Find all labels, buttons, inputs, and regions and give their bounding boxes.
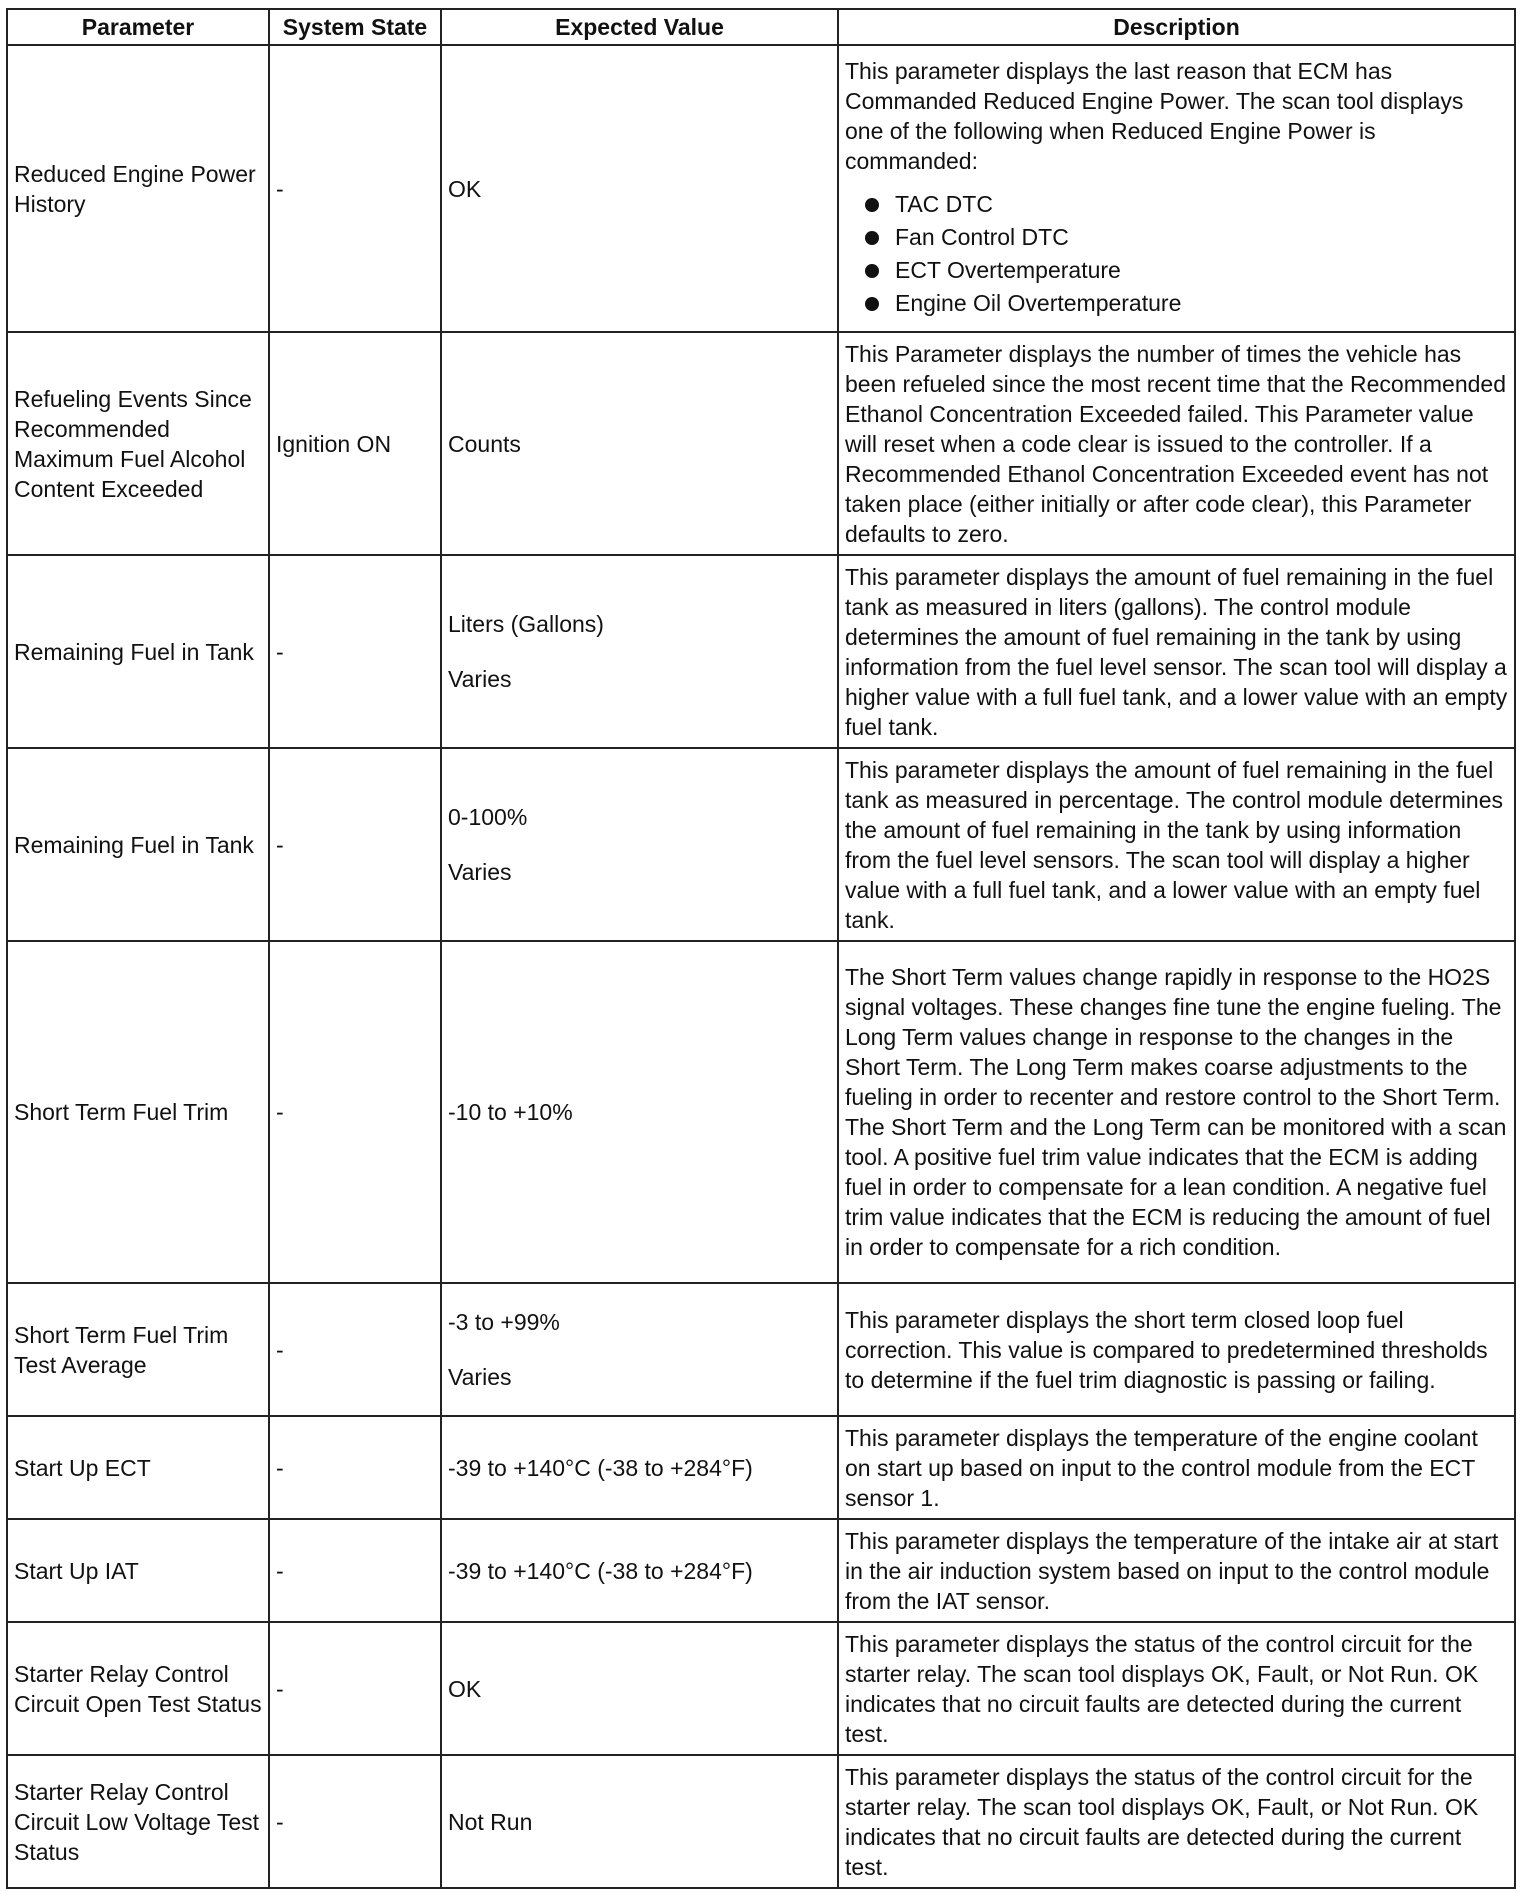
table-header-row	[7, 9, 1515, 45]
expected-value-cell	[441, 1519, 838, 1622]
expected-value: 0-100%	[448, 804, 528, 830]
list-item-text: TAC DTC	[895, 190, 993, 217]
table-row	[7, 1755, 1515, 1888]
description-cell	[838, 1519, 1515, 1622]
description-text: This parameter displays the temperature of the engine coolant on start up based on input to the control module from the ECT sensor 1.	[845, 1424, 1478, 1511]
table-row	[7, 45, 1515, 332]
expected-value-cell	[441, 1416, 838, 1519]
table-row	[7, 332, 1515, 555]
parameter-cell: Starter Relay Control Circuit Low Voltage Test Status	[7, 1755, 269, 1888]
list-item-text: ECT Overtemperature	[895, 256, 1121, 283]
table-row	[7, 1519, 1515, 1622]
system-state-cell: -	[269, 1519, 441, 1622]
description-text: This Parameter displays the number of times the vehicle has been refueled since the most recent time that the Recommended Ethanol Concentration Exceeded failed. This Parameter value will reset when a code clear is issued to the controller. If a Recommended Ethanol Concentration Exceeded event has not taken place (either initially or after code clear), this Parameter defaults to zero.	[845, 340, 1506, 547]
system-state-cell: -	[269, 1622, 441, 1755]
parameter-cell: Starter Relay Control Circuit Open Test Status	[7, 1622, 269, 1755]
expected-value: OK	[448, 175, 482, 202]
description-cell	[838, 555, 1515, 748]
expected-value: -39 to +140°C (-38 to +284°F)	[448, 1454, 753, 1481]
description-text: The Short Term values change rapidly in response to the HO2S signal voltages. These changes fine tune the engine fueling. The Long Term values change in response to the changes in the Short Term. The Long Term makes coarse adjustments to the fueling in order to recenter and restore control to the Short Term. The Short Term and the Long Term can be monitored with a scan tool. A positive fuel trim value indicates that the ECM is adding fuel in order to compensate for a lean condition. A negative fuel trim value indicates that the ECM is reducing the amount of fuel in order to compensate for a rich condition.	[845, 964, 1507, 1260]
header-description: Description	[838, 9, 1515, 45]
expected-value: Varies	[448, 859, 512, 885]
system-state-cell: -	[269, 45, 441, 332]
bullet-icon	[865, 198, 879, 212]
expected-value: -10 to +10%	[448, 1099, 573, 1125]
expected-value: Not Run	[448, 1808, 533, 1835]
expected-value-cell	[441, 1283, 838, 1416]
bullet-icon	[865, 231, 879, 245]
parameter-cell: Short Term Fuel Trim Test Average	[7, 1283, 269, 1416]
description-cell	[838, 1755, 1515, 1888]
table-row	[7, 941, 1515, 1283]
expected-value: OK	[448, 1675, 482, 1702]
parameter-cell: Reduced Engine Power History	[7, 45, 269, 332]
expected-value: -39 to +140°C (-38 to +284°F)	[448, 1557, 753, 1584]
system-state-cell: -	[269, 941, 441, 1283]
expected-value: Varies	[448, 1364, 512, 1390]
parameter-cell: Remaining Fuel in Tank	[7, 748, 269, 941]
parameter-cell: Start Up IAT	[7, 1519, 269, 1622]
list-item	[845, 188, 1508, 221]
system-state-cell: -	[269, 1755, 441, 1888]
parameter-cell: Start Up ECT	[7, 1416, 269, 1519]
description-cell	[838, 941, 1515, 1283]
description-text: This parameter displays the short term closed loop fuel correction. This value is compared to predetermined thresholds to determine if the fuel trim diagnostic is passing or failing.	[845, 1306, 1488, 1393]
list-item	[845, 287, 1508, 320]
expected-value-cell	[441, 1755, 838, 1888]
expected-value: Liters (Gallons)	[448, 611, 604, 637]
system-state-cell: -	[269, 1416, 441, 1519]
description-cell	[838, 45, 1515, 332]
parameter-cell: Short Term Fuel Trim	[7, 941, 269, 1283]
parameter-cell: Refueling Events Since Recommended Maximum Fuel Alcohol Content Exceeded	[7, 332, 269, 555]
table-row	[7, 1622, 1515, 1755]
bullet-list	[845, 188, 1508, 320]
table-row	[7, 555, 1515, 748]
description-cell	[838, 332, 1515, 555]
list-item	[845, 221, 1508, 254]
expected-value: Varies	[448, 666, 512, 692]
description-text: This parameter displays the amount of fuel remaining in the fuel tank as measured in percentage. The control module determines the amount of fuel remaining in the tank by using information from the fuel level sensors. The scan tool will display a higher value with a full fuel tank, and a lower value with an empty fuel tank.	[845, 756, 1504, 933]
description-text: This parameter displays the status of the control circuit for the starter relay. The scan tool displays OK, Fault, or Not Run. OK indicates that no circuit faults are detected during the current test.	[845, 1630, 1479, 1747]
system-state-cell: -	[269, 748, 441, 941]
expected-value-cell	[441, 1622, 838, 1755]
expected-value-cell	[441, 941, 838, 1283]
parameter-table	[6, 8, 1516, 1889]
table-row	[7, 1283, 1515, 1416]
description-cell	[838, 1622, 1515, 1755]
expected-value-cell	[441, 332, 838, 555]
description-cell	[838, 748, 1515, 941]
description-text: This parameter displays the amount of fuel remaining in the fuel tank as measured in liters (gallons). The control module determines the amount of fuel remaining in the tank by using information from the fuel level sensor. The scan tool will display a higher value with a full fuel tank, and a lower value with an empty fuel tank.	[845, 563, 1508, 740]
header-parameter: Parameter	[7, 9, 269, 45]
list-item-text: Fan Control DTC	[895, 223, 1069, 250]
bullet-icon	[865, 297, 879, 311]
bullet-icon	[865, 264, 879, 278]
system-state-cell: -	[269, 555, 441, 748]
list-item	[845, 254, 1508, 287]
description-cell	[838, 1283, 1515, 1416]
expected-value-cell	[441, 748, 838, 941]
header-system-state: System State	[269, 9, 441, 45]
description-text: This parameter displays the last reason that ECM has Commanded Reduced Engine Power. The scan tool displays one of the following when Reduced Engine Power is commanded:	[845, 57, 1464, 174]
expected-value: -3 to +99%	[448, 1309, 560, 1335]
description-text: This parameter displays the temperature of the intake air at start in the air induction system based on input to the control module from the IAT sensor.	[845, 1527, 1499, 1614]
description-cell	[838, 1416, 1515, 1519]
header-expected-value: Expected Value	[441, 9, 838, 45]
expected-value-cell	[441, 45, 838, 332]
system-state-cell: -	[269, 1283, 441, 1416]
expected-value: Counts	[448, 430, 521, 457]
table-row	[7, 1416, 1515, 1519]
description-text: This parameter displays the status of the control circuit for the starter relay. The scan tool displays OK, Fault, or Not Run. OK indicates that no circuit faults are detected during the current test.	[845, 1763, 1479, 1880]
expected-value-cell	[441, 555, 838, 748]
parameter-cell: Remaining Fuel in Tank	[7, 555, 269, 748]
system-state-cell: Ignition ON	[269, 332, 441, 555]
list-item-text: Engine Oil Overtemperature	[895, 289, 1182, 316]
table-row	[7, 748, 1515, 941]
